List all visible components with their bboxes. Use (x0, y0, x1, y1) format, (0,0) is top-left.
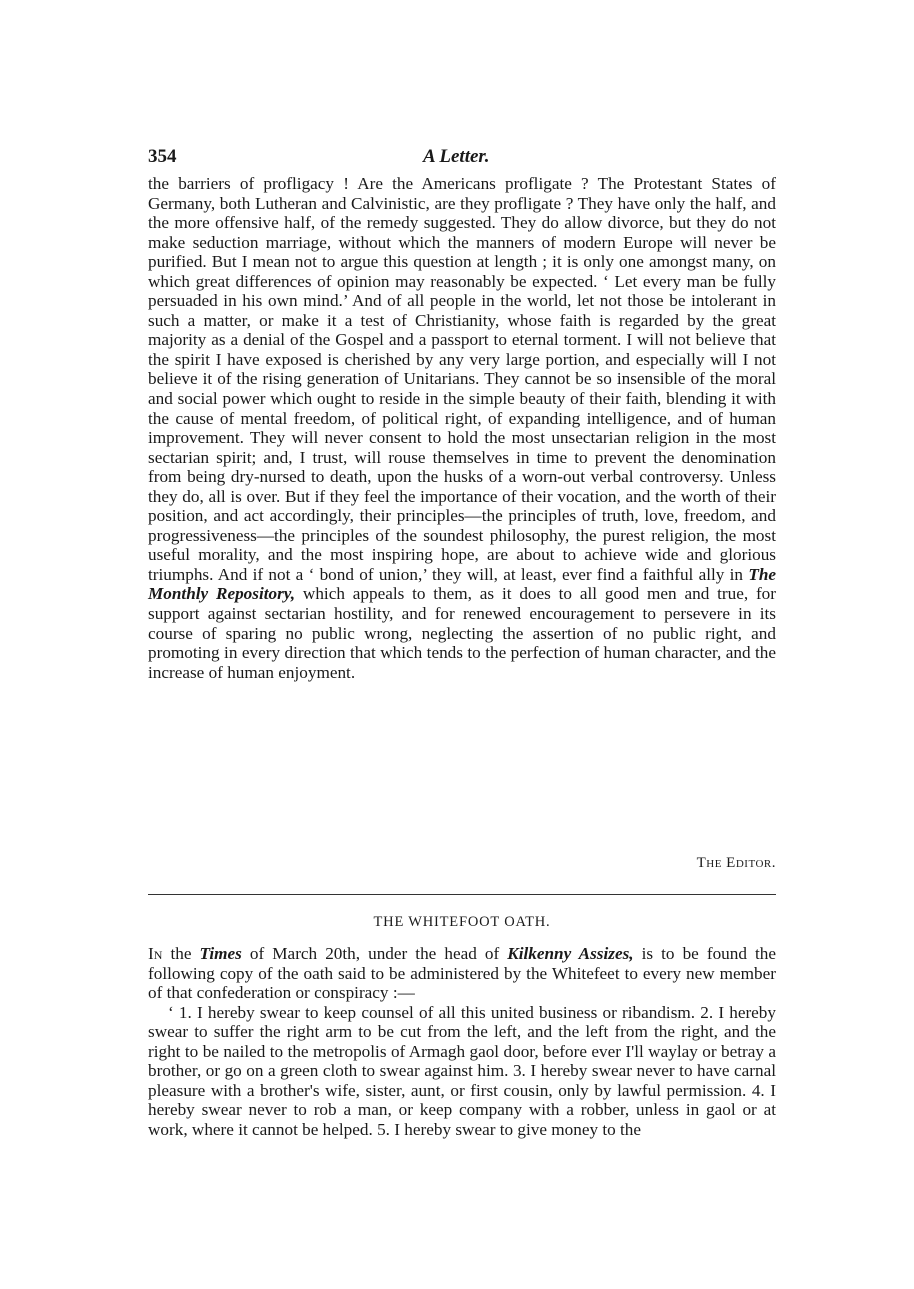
letter-body (148, 174, 776, 682)
intro-first-word: In (148, 944, 163, 963)
page-number: 354 (148, 146, 177, 167)
journal-name: The Monthly Repository, (148, 564, 777, 604)
letter-text-end: which appeals to them, as it does to all good men and true, for support against sectarian hostility, and for renewed encouragement to persevere in its course of sparing no public wrong, neglecting the assertion of no public right, and promoting in every direction that which tends to the perfection of human character, and the increase of human enjoyment. (148, 584, 776, 682)
editor-signature (148, 855, 776, 872)
letter-text: the barriers of profligacy ! Are the Americans profligate ? The Protestant States of Germany, both Lutheran and Calvinistic, are they profligate ? They have only the half, and the more offensive half, of the remedy suggested. They do allow divorce, but they do not make seduction marriage, without which the manners of modern Europe will never be purified. But I mean not to argue this question at length ; it is only one amongst many, on which great differences of opinion may reasonably be expected. ‘ Let every man be fully persuaded in his own mind.’ And of all people in the world, let not those be intolerant in such a matter, or make it a test of Christianity, whose faith is regarded by the great majority as a denial of the Gospel and a passport to eternal torment. I will not believe that the spirit I have exposed is cherished by any very large portion, and especially will I not believe it of the rising generation of Unitarians. They cannot be so insensible of the moral and social power which ought to reside in the simple beauty of their faith, blending it with the cause of mental freedom, of political right, of expanding intelligence, and of human improvement. They will never consent to hold the most unsectarian religion in the most sectarian spirit; and, I trust, will rouse themselves in time to prevent the denomination from being dry-nursed to death, upon the husks of a worn-out verbal controversy. Unless they do, all is over. But if they feel the importance of their vocation, and the worth of their position, and act accordingly, their principles—the principles of truth, love, freedom, and progressiveness—the principles of the soundest philosophy, the purest religion, the most useful morality, and the most inspiring hope, are about to achieve wide and glorious triumphs. And if not a ‘ bond of union,’ they will, at least, ever find a faithful ally in (148, 174, 776, 584)
letter-paragraph (148, 174, 776, 682)
assizes-name: Kilkenny Assizes, (507, 944, 634, 963)
article-title: THE WHITEFOOT OATH. (373, 914, 551, 930)
intro-text-c: is to be found the following copy of the oath said to be administered by the Whitefeet to every new member of that confederation or conspiracy :— (148, 944, 777, 1003)
running-title: A Letter. (423, 146, 490, 167)
running-head (148, 146, 778, 170)
newspaper-name: Times (199, 944, 242, 963)
intro-text-b: of March 20th, under the head of (241, 944, 508, 963)
signature-text: The Editor. (696, 855, 776, 871)
oath-text: ‘ 1. I hereby swear to keep counsel of all this united business or ribandism. 2. I hereby swear to suffer the right arm to be cut from the left, and the left from the right, and the right to be nailed to the metropolis of Armagh gaol door, before ever I'll waylay or betray a brother, or go on a green cloth to swear against him. 3. I hereby swear never to have carnal pleasure with a brother's wife, sister, aunt, or first cousin, only by lawful permission. 4. I hereby swear never to rob a man, or keep company with a robber, unless in gaol or at work, where it cannot be helped. 5. I hereby swear to give money to the (148, 1002, 776, 1139)
article-body (148, 944, 776, 1139)
section-divider (148, 894, 776, 895)
article-intro (148, 944, 776, 1003)
intro-text-a: the (162, 944, 200, 963)
